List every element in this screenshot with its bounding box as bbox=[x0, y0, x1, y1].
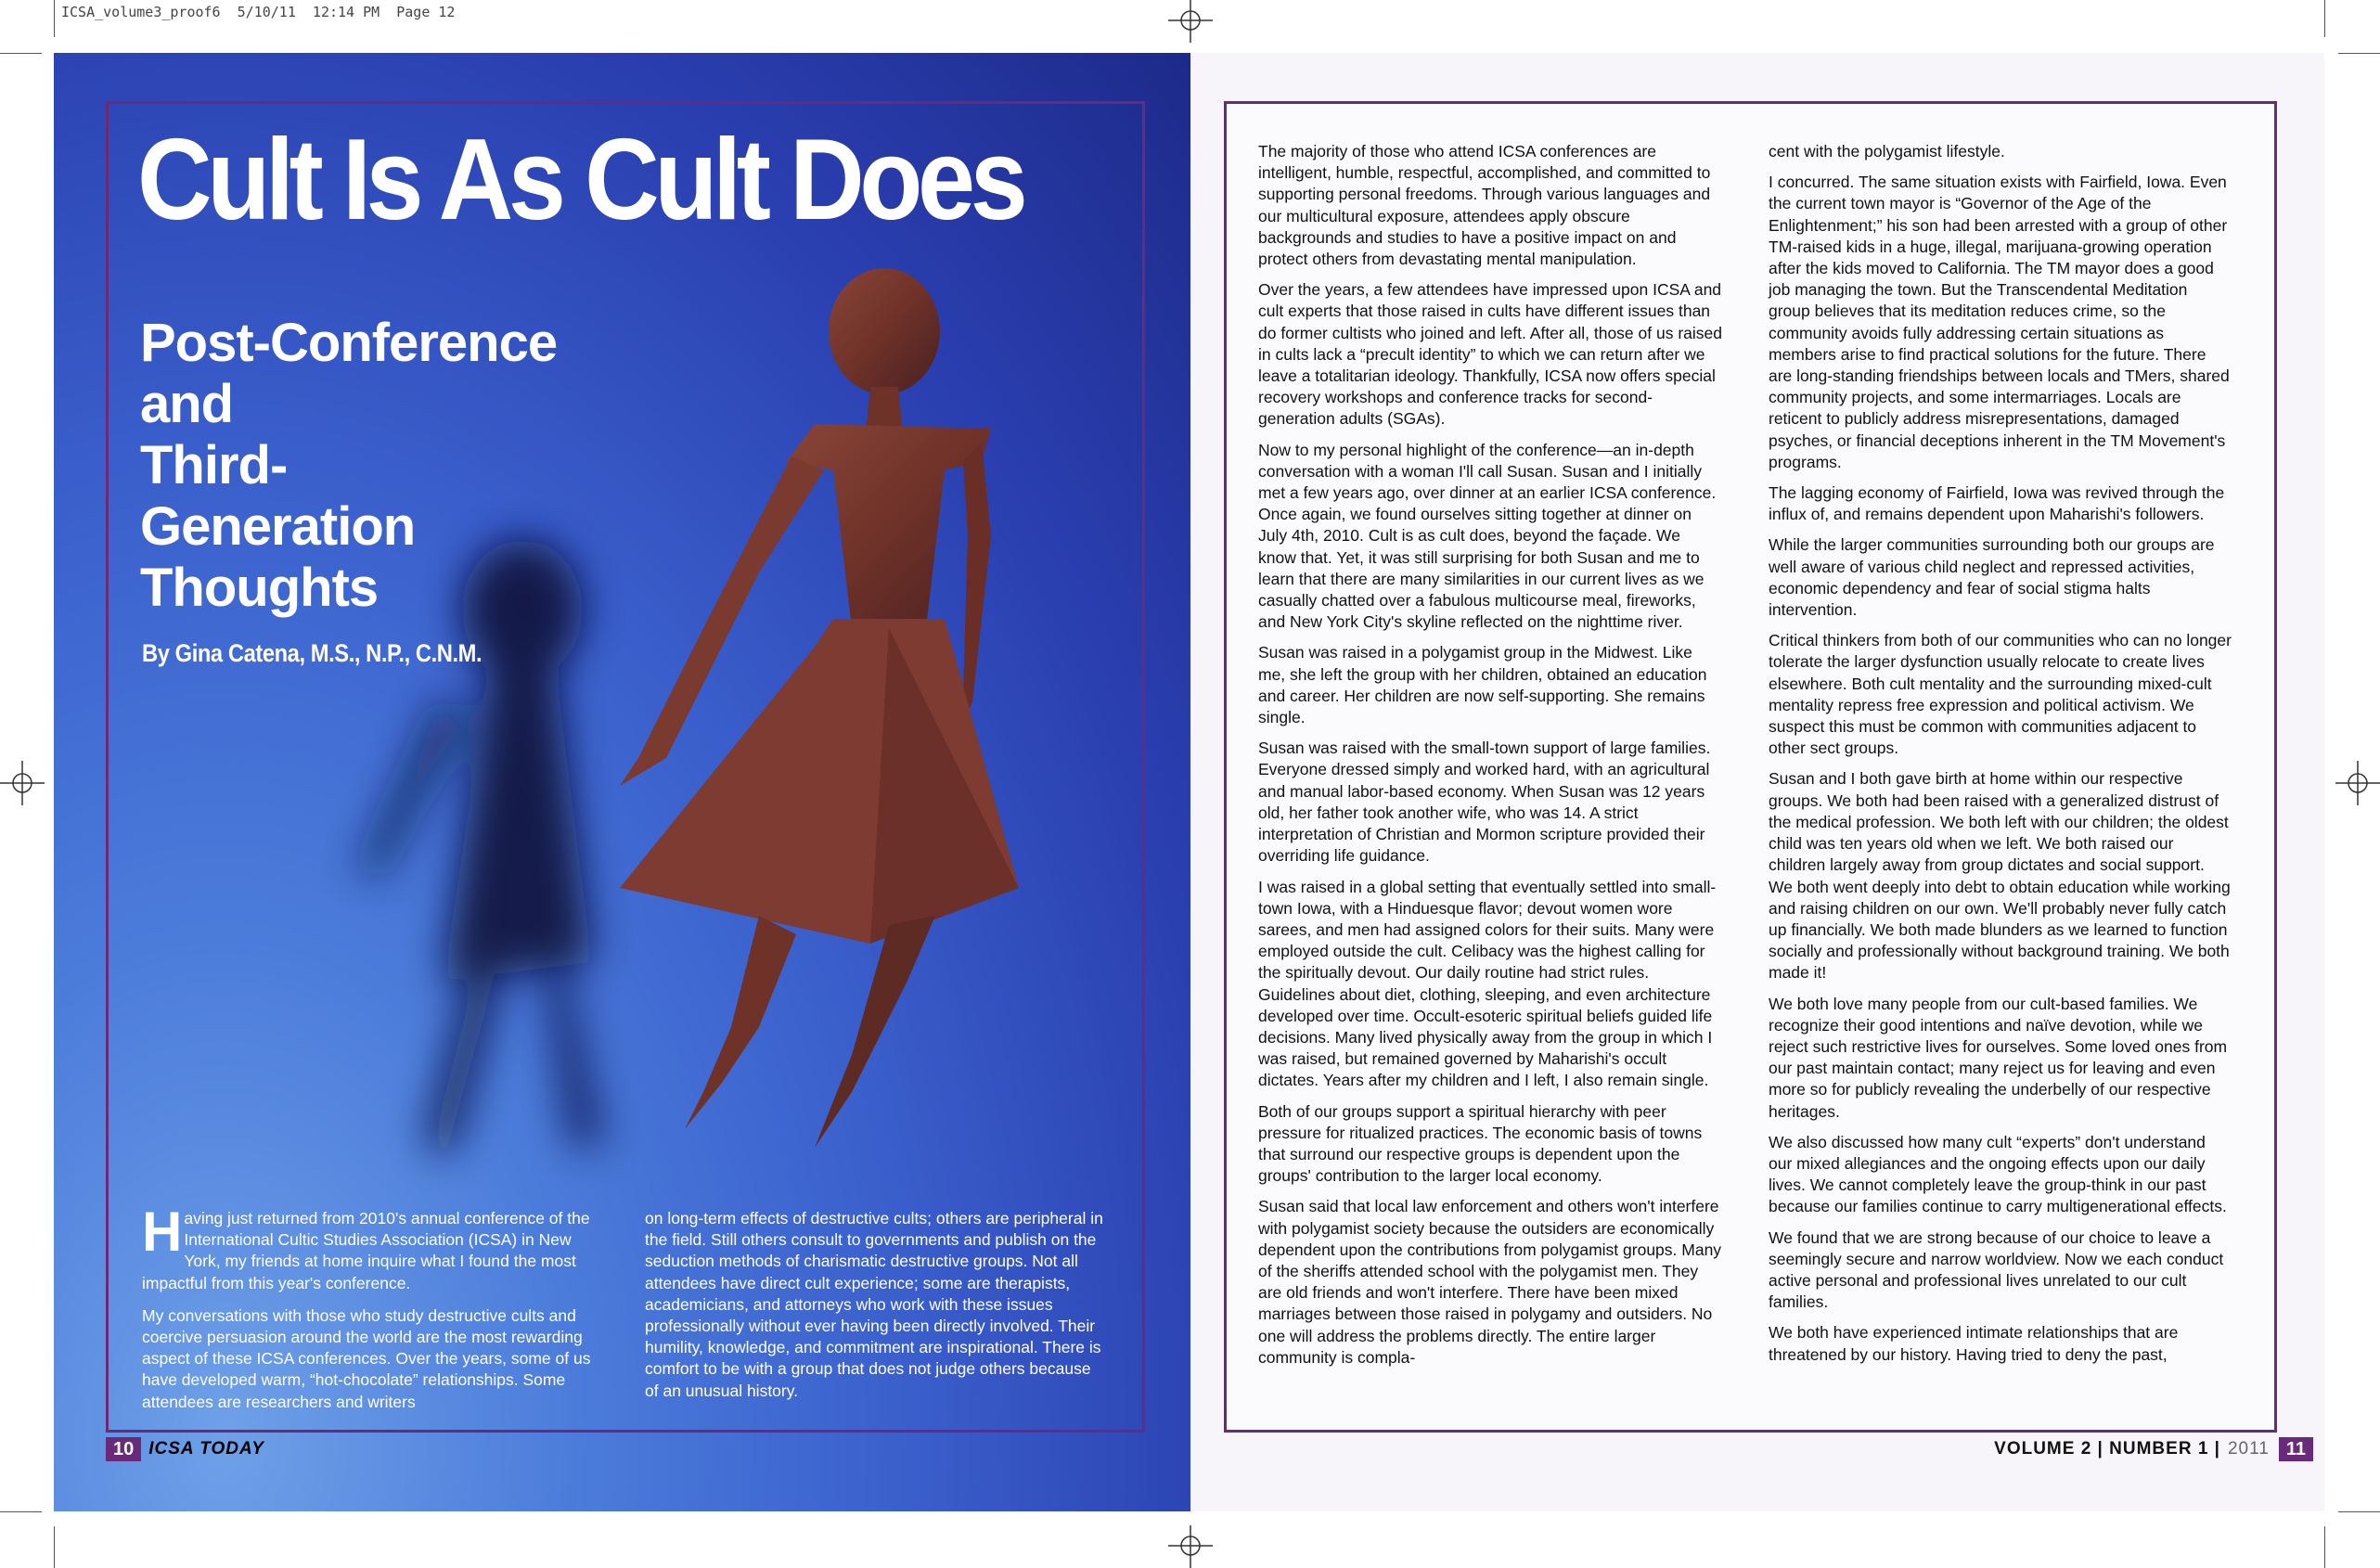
issue-year: 2011 bbox=[2227, 1439, 2270, 1459]
paragraph: Susan was raised in a polygamist group in the Midwest. Like me, she left the group with her children, obtained an education and career. Her children are now self-supporting. She remains single. bbox=[1258, 643, 1707, 727]
registration-mark-left bbox=[0, 761, 45, 805]
crop-mark bbox=[2324, 1526, 2325, 1568]
left-page bbox=[54, 53, 1190, 1511]
registration-mark-right bbox=[2335, 761, 2380, 805]
magazine-name: ICSA TODAY bbox=[148, 1439, 264, 1459]
volume-number: VOLUME 2 | NUMBER 1 | bbox=[1994, 1439, 2220, 1459]
paragraph: on long-term effects of destructive cults; others are peripheral in the field. Still others consult to governments and publish on the seduction methods of charismatic destructive groups. Not all attendees have direct cult experience; some are therapists, academicians, and attorneys who work with these issues professionally without ever having been directly involved. Their humility, knowledge, and commitment are inspirational. There is comfort to be with a group that does not judge others because of an unusual history. bbox=[645, 1209, 1103, 1400]
paragraph: cent with the polygamist lifestyle. bbox=[1769, 142, 2005, 161]
paragraph: Both of our groups support a spiritual hierarchy with peer pressure for ritualized practices. The economic basis of towns that surround our respective groups is dependent upon the groups' contribution to the larger local economy. bbox=[1258, 1101, 1703, 1186]
paragraph: We both have experienced intimate relationships that are threatened by our history. Having tried to deny the past, bbox=[1769, 1323, 2179, 1364]
right-page-footer bbox=[1994, 1437, 2313, 1461]
left-page-column-1 bbox=[142, 1201, 592, 1424]
paragraph: Susan was raised with the small-town support of large families. Everyone dressed simply and worked hard, with an agricultural and manual labor-based economy. When Susan was 12 years old, her father took another wife, who was 14. A strict interpretation of Christian and Mormon scripture provided their overriding life guidance. bbox=[1258, 739, 1711, 866]
paragraph: Critical thinkers from both of our communities who can no longer tolerate the larger dysfunction usually relocate to create lives elsewhere. Both cult mentality and the surrounding mixed-cult mentality repress free expression and political activism. We suspect this must be common with communities adjacent to other sect groups. bbox=[1769, 631, 2232, 758]
article-byline: By Gina Catena, M.S., N.P., C.N.M. bbox=[142, 639, 482, 667]
page-number: 10 bbox=[106, 1437, 141, 1461]
paragraph: Over the years, a few attendees have impressed upon ICSA and cult experts that those raised in cults have different issues than do former cultists who joined and left. After all, those of us raised in cults lack a “precult identity” to which we can return after we leave a totalitarian ideology. Thankfully, ICSA now offers special recovery workshops and conference tracks for second-generation adults (SGAs). bbox=[1258, 280, 1722, 429]
paragraph: I concurred. The same situation exists with Fairfield, Iowa. Even the current town mayor is “Governor of the Age of the Enlightenment;” his son had been arrested with a group of other TM-raised kids in a huge, illegal, marijuana-growing operation after the kids moved to California. The TM mayor does a good job managing the town. But the Transcendental Meditation group believes that its meditation reduces crime, so the community avoids fully addressing certain situations as members arise to find practical solutions for the future. There are long-standing friendships between locals and TMers, shared community projects, and some intermarriages. Locals are reticent to publicly address misrepresentations, damaged psyches, or financial deceptions inherent in the TM Movement's programs. bbox=[1769, 173, 2230, 471]
crop-mark bbox=[54, 1526, 55, 1568]
paragraph: The majority of those who attend ICSA conferences are intelligent, humble, respectful, accomplished, and committed to supporting personal freedoms. Through various languages and our multicultural exposure, attendees apply obscure backgrounds and studies to have a positive impact on and protect others from devastating mental manipulation. bbox=[1258, 142, 1711, 269]
intro-paragraph bbox=[142, 1201, 592, 1294]
crop-mark bbox=[0, 1511, 42, 1512]
paragraph: Now to my personal highlight of the conference—an in-depth conversation with a woman I'll call Susan. Susan and I initially met a few years ago, over dinner at an earlier ICSA conference. Once again, we found ourselves sitting together at dinner on July 4th, 2010. Cult is as cult does, beyond the façade. We know that. Yet, it was still surprising for both Susan and me to learn that there are many similarities in our current lives as we casually chatted over a fabulous multicourse meal, fireworks, and New York City's skyline reflected on the nighttime river. bbox=[1258, 440, 1717, 632]
right-page-column-1 bbox=[1258, 141, 1722, 1378]
paragraph: Susan said that local law enforcement and others won't interfere with polygamist society because the outsiders are economically dependent upon the contributions from polygamist groups. Many of the sheriffs attended school with the polygamist men. They are old friends and won't interfere. There have been mixed marriages between those raised in polygamy and outsiders. No one will address the problems directly. The entire larger community is compla- bbox=[1258, 1197, 1722, 1367]
left-page-column-2 bbox=[645, 1208, 1109, 1413]
crop-mark bbox=[2324, 0, 2325, 37]
paragraph: I was raised in a global setting that eventually settled into small-town Iowa, with a Hinduesque flavor; devout women wore sarees, and men had assigned colors for their suits. Many were employed outside the cult. Celibacy was the highest calling for the spiritually devout. Our daily routine had strict rules. Guidelines about diet, clothing, sleeping, and even architecture developed over time. Occult-esoteric spiritual beliefs guided life decisions. Many lived physically away from the group in which I was raised, but remained governed by Maharishi's occult dictates. Years after my children and I left, I also remain single. bbox=[1258, 877, 1717, 1090]
paragraph: We both love many people from our cult-based families. We recognize their good intentions and naïve devotion, while we reject such restrictive lives for ourselves. Some loved ones from our past maintain contact; many reject us for leaving and even more so for publicly revealing the underbelly of our respective heritages. bbox=[1769, 994, 2228, 1121]
crop-mark bbox=[2338, 1511, 2380, 1512]
crop-mark bbox=[2338, 53, 2380, 54]
crop-mark bbox=[54, 0, 55, 37]
paragraph: The lagging economy of Fairfield, Iowa was revived through the influx of, and remains dependent upon Maharishi's followers. bbox=[1769, 483, 2225, 524]
right-page-column-2 bbox=[1769, 141, 2232, 1375]
crop-mark bbox=[0, 53, 42, 54]
article-subtitle: Post-Conference and Third- Generation Thoughts bbox=[140, 313, 558, 618]
right-page bbox=[1190, 53, 2324, 1511]
paragraph: While the larger communities surrounding both our groups are well aware of various child neglect and repressed activities, economic dependency and fear of social stigma halts intervention. bbox=[1769, 535, 2215, 620]
paragraph: My conversations with those who study destructive cults and coercive persuasion around the world are the most rewarding aspect of these ICSA conferences. Over the years, some of us have developed warm, “hot-chocolate” relationships. Some attendees are researchers and writers bbox=[142, 1305, 591, 1411]
registration-mark-bottom bbox=[1168, 1523, 1213, 1568]
proof-slug: ICSA_volume3_proof6 5/10/11 12:14 PM Page 12 bbox=[61, 4, 456, 20]
drop-cap: H bbox=[142, 1201, 183, 1263]
paragraph: Susan and I both gave birth at home within our respective groups. We both had been raised with a generalized distrust of the medical profession. We both left with our children; the oldest child was ten years old when we left. We both raised our children largely away from group dictates and social support. We both went deeply into debt to obtain education while working and raising children on our own. We'll probably never fully catch up financially. We both made blunders as we learned to function socially and professionally without background training. We both made it! bbox=[1769, 769, 2231, 983]
paragraph: We found that we are strong because of our choice to leave a seemingly secure and narrow worldview. Now we each conduct active personal and professional lives unrelated to our cult families. bbox=[1769, 1227, 2224, 1312]
left-page-footer bbox=[106, 1437, 264, 1461]
registration-mark-top bbox=[1168, 0, 1213, 45]
paragraph-text: aving just returned from 2010's annual conference of the International Cultic Studies Association (ICSA) in New York, my friends at home inquire what I found the most impactful from this year's conference. bbox=[142, 1209, 590, 1292]
article-title: Cult Is As Cult Does bbox=[137, 116, 1023, 244]
page-number: 11 bbox=[2279, 1437, 2313, 1461]
paragraph: We also discussed how many cult “experts” don't understand our mixed allegiances and the ongoing effects upon our daily lives. We cannot completely leave the group-think in our past because our families continue to carry multigenerational effects. bbox=[1769, 1132, 2227, 1216]
